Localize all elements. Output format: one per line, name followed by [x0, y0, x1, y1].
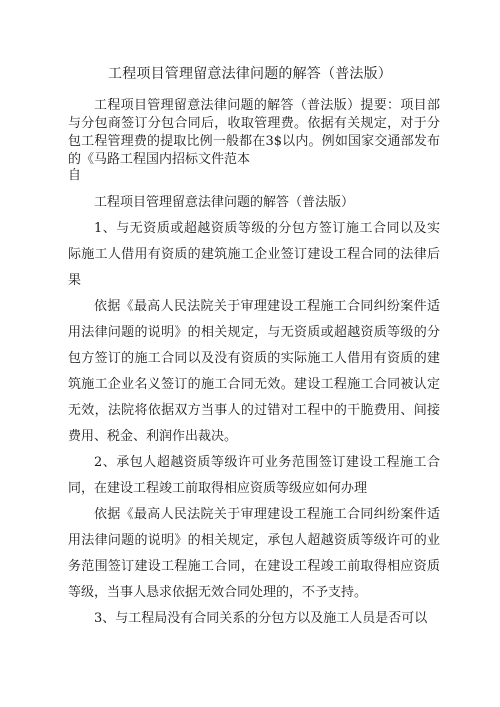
document-body — [68, 190, 440, 632]
summary-continuation: 自 — [68, 168, 82, 183]
section-heading: 工程项目管理留意法律问题的解答（普法版） — [94, 195, 355, 210]
answer-2: 依据《最高人民法院关于审理建设工程施工合同纠纷案件适用法律问题的说明》的相关规定，承包人超越资质等级许可的业务范围签订建设工程施工合同，在建设工程竣工前取得相应资质等级，当事人恳求依据无效合同处理的，不予支持。 — [68, 507, 440, 600]
question-2: 2、承包人超越资质等级许可业务范围签订建设工程施工合同，在建设工程竣工前取得相应资质等级应如何办理 — [68, 455, 440, 496]
document-title: 工程项目管理留意法律问题的解答（普法版） — [108, 66, 392, 82]
answer-1: 依据《最高人民法院关于审理建设工程施工合同纠纷案件适用法律问题的说明》的相关规定，与无资质或超越资质等级的分包方签订的施工合同以及没有资质的实际施工人借用有资质的建筑施工企业名义签订的施工合同无效。建设工程施工合同被认定无效，法院将依据双方当事人的过错对工程中的干脆费用、间接费用、税金、利润作出裁决。 — [68, 299, 440, 444]
summary-paragraph: 工程项目管理留意法律问题的解答（普法版）提要：项目部与分包商签订分包合同后，收取管理费。依据有关规定，对于分包工程管理费的提取比例一般都在3$以内。例如国家交通部发布的《马路工程国内招标文件范本 — [68, 98, 440, 167]
question-1: 1、与无资质或超越资质等级的分包方签订施工合同以及实际施工人借用有资质的建筑施工企业签订建设工程合同的法律后果 — [68, 221, 440, 288]
question-3: 3、与工程局没有合同关系的分包方以及施工人员是否可以 — [94, 611, 428, 626]
